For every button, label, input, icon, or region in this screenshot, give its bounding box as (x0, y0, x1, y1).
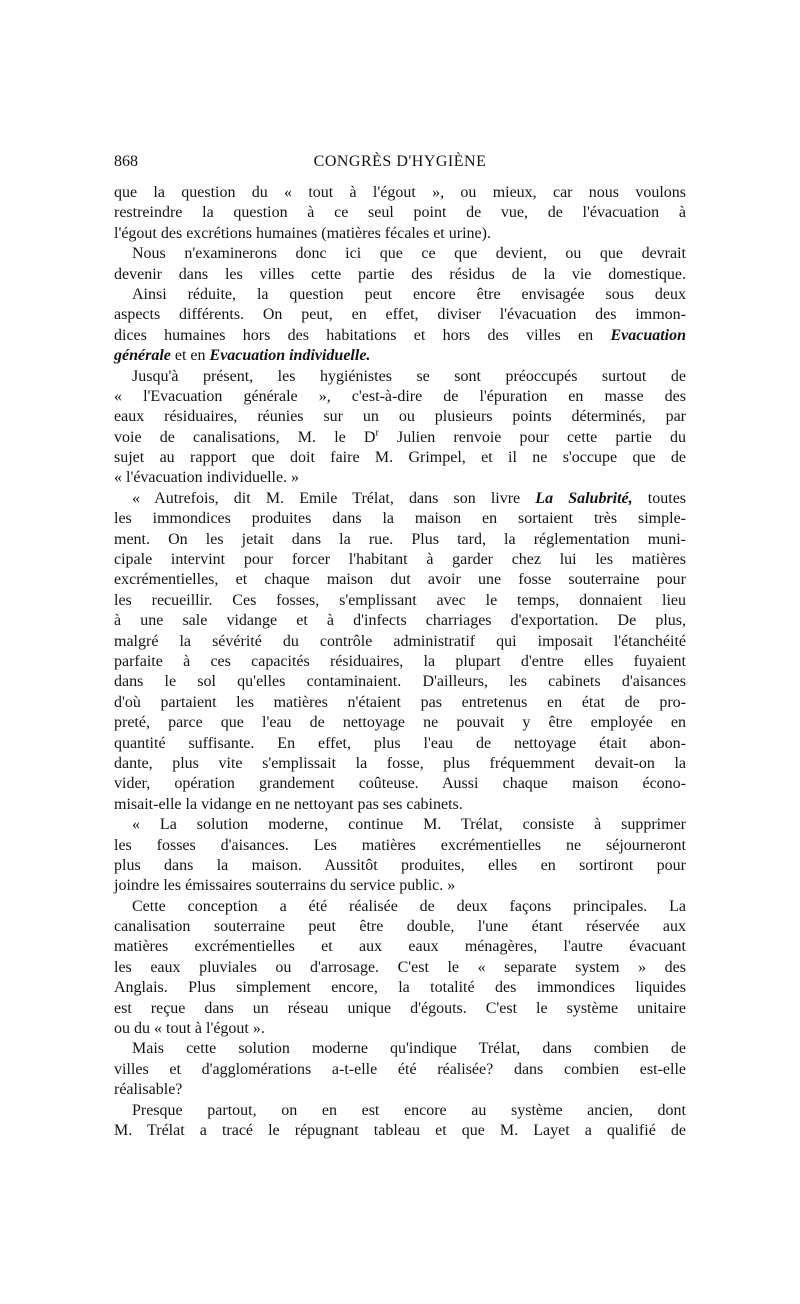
text-run: Julien renvoie pour cette partie du (378, 428, 686, 446)
text-line: Jusqu'à présent, les hygiénistes se sont préoccupés surtout de (132, 367, 686, 385)
text-line: aspects différents. On peut, en effet, diviser l'évacuation des immon- (114, 306, 686, 324)
italic-title: La Salubrité, (535, 489, 633, 507)
text-line: dans le sol qu'elles contaminaient. D'ailleurs, les cabinets d'aisances (114, 673, 686, 691)
text-line: réalisable? (114, 1081, 183, 1099)
text-line: cipale intervint pour forcer l'habitant à garder chez lui les matières (114, 551, 686, 569)
text-line: misait-elle la vidange en ne nettoyant pas ses cabinets. (114, 795, 463, 813)
text-line: les recueillir. Ces fosses, s'emplissant avec le temps, donnaient lieu (114, 591, 686, 609)
text-line: villes et d'agglomérations a-t-elle été réalisée? dans combien est-elle (114, 1060, 686, 1078)
text-line: eaux résiduaires, réunies sur un ou plusieurs points déterminés, par (114, 408, 686, 426)
text-line: plus dans la maison. Aussitôt produites, elles en sortiront pour (114, 856, 686, 874)
text-line: est reçue dans un réseau unique d'égouts. C'est le système unitaire (114, 999, 686, 1017)
text-line: « l'Evacuation générale », c'est-à-dire de l'épuration en masse des (114, 387, 686, 405)
text-line: parfaite à ces capacités résiduaires, la plupart d'entre elles fuyaient (114, 652, 686, 670)
text-line: à une sale vidange et à d'infects charriages d'exportation. De plus, (114, 612, 686, 630)
text-line: l'égout des excrétions humaines (matières fécales et urine). (114, 224, 491, 242)
text-line: sujet au rapport que doit faire M. Grimpel, et il ne s'occupe que de (114, 449, 686, 467)
text-line: « La solution moderne, continue M. Trélat, consiste à supprimer (132, 816, 686, 834)
text-line: les immondices produites dans la maison en sortaient très simple- (114, 510, 686, 528)
text-line: Mais cette solution moderne qu'indique Trélat, dans combien de (132, 1040, 686, 1058)
text-line: « l'évacuation individuelle. » (114, 469, 300, 487)
text-line: Ainsi réduite, la question peut encore être envisagée sous deux (132, 285, 686, 303)
text-line: les eaux pluviales ou d'arrosage. C'est le « separate system » des (114, 958, 686, 976)
italic-term: Evacuation (610, 326, 686, 344)
text-line: quantité suffisante. En effet, plus l'eau de nettoyage était abon- (114, 734, 686, 752)
text-line: malgré la sévérité du contrôle administratif qui imposait l'étanchéité (114, 632, 686, 650)
text-line (114, 428, 686, 448)
body-text (114, 183, 686, 1141)
text-line: M. Trélat a tracé le répugnant tableau et que M. Layet a qualifié de (114, 1121, 686, 1139)
text-line: d'où partaient les matières n'étaient pas entretenus en état de pro- (114, 693, 686, 711)
text-line: que la question du « tout à l'égout », ou mieux, car nous voulons (114, 184, 686, 201)
text-line: ment. On les jetait dans la rue. Plus tard, la réglementation muni- (114, 530, 686, 548)
page-number: 868 (114, 153, 138, 170)
superscript: r (375, 427, 379, 439)
text-line: ou du « tout à l'égout ». (114, 1020, 265, 1038)
text-line: devenir dans les villes cette partie des résidus de la vie domestique. (114, 265, 686, 283)
text-run: dices humaines hors des habitations et hors des villes en (114, 326, 611, 344)
running-title: CONGRÈS D'HYGIÈNE (313, 153, 487, 170)
text-run: et en (170, 347, 210, 365)
text-line: Anglais. Plus simplement encore, la totalité des immondices liquides (114, 979, 686, 997)
page-header (114, 150, 686, 174)
italic-term: générale (114, 347, 171, 365)
text-line: vider, opération grandement coûteuse. Aussi chaque maison écono- (114, 775, 686, 793)
text-run: voie de canalisations, M. le D (114, 428, 376, 446)
text-line (114, 346, 686, 366)
text-line: matières excrémentielles et aux eaux ménagères, l'autre évacuant (114, 938, 686, 956)
text-line: dante, plus vite s'emplissait la fosse, plus fréquemment devait-on la (114, 754, 686, 772)
text-line: preté, parce que l'eau de nettoyage ne pouvait y être employée en (114, 714, 686, 732)
text-run: « Autrefois, dit M. Emile Trélat, dans son livre (132, 489, 536, 507)
text-line (114, 489, 686, 509)
text-line: joindre les émissaires souterrains du service public. » (114, 877, 456, 895)
text-line: les fosses d'aisances. Les matières excrémentielles ne séjourneront (114, 836, 686, 854)
text-line: canalisation souterraine peut être double, l'une étant réservée aux (114, 918, 686, 936)
text-line: excrémentielles, et chaque maison dut avoir une fosse souterraine pour (114, 571, 686, 589)
text-line (114, 326, 686, 346)
text-line: restreindre la question à ce seul point de vue, de l'évacuation à (114, 204, 686, 222)
text-line: Presque partout, on en est encore au système ancien, dont (132, 1101, 686, 1119)
text-line: Cette conception a été réalisée de deux façons principales. La (132, 897, 686, 915)
text-run: toutes (632, 489, 687, 507)
italic-term: Evacuation individuelle. (209, 347, 371, 365)
text-line: Nous n'examinerons donc ici que ce que devient, ou que devrait (132, 245, 686, 263)
